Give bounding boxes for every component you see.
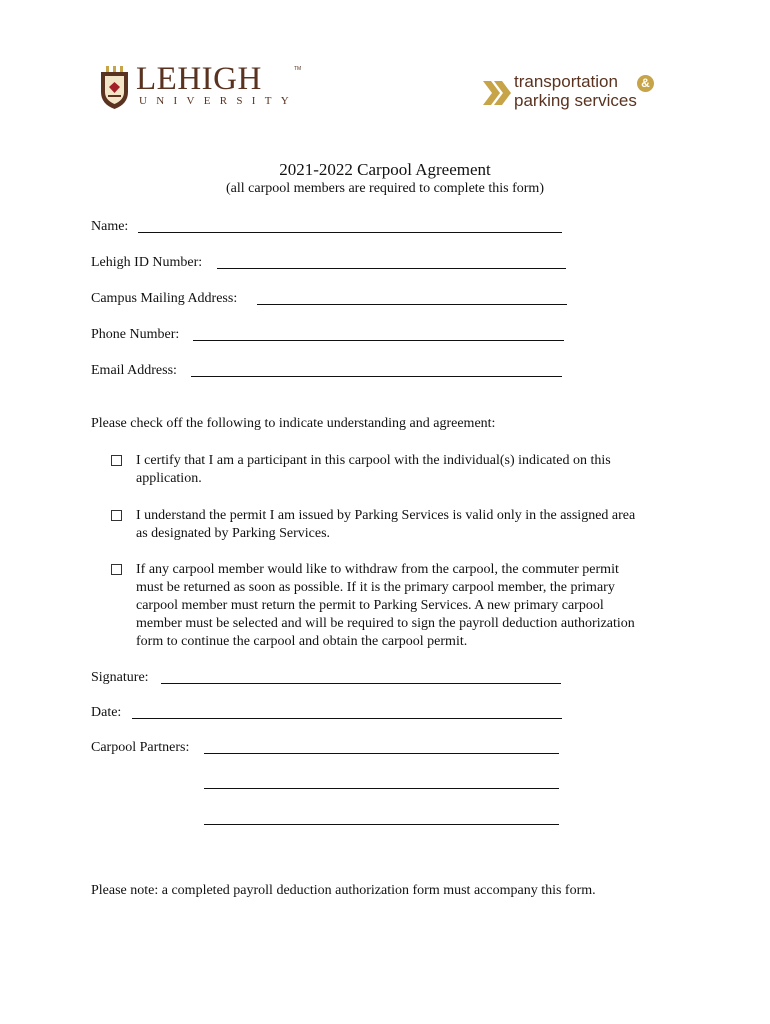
date-input-line[interactable]: [132, 718, 562, 719]
field-label: Email Address:: [91, 363, 177, 378]
text-line: form to continue the carpool and obtain the carpool permit.: [136, 634, 468, 649]
agreement-text: [136, 507, 696, 543]
page-subtitle: (all carpool members are required to complete this form): [226, 181, 544, 196]
dept-name-line1: transportation: [514, 72, 618, 91]
field-label: Name:: [91, 219, 129, 234]
signature-input-line[interactable]: [161, 683, 561, 684]
address-input-line[interactable]: [257, 304, 567, 305]
lehigh-id-input-line[interactable]: [217, 268, 566, 269]
dept-name-line2: parking services: [514, 91, 637, 110]
field-label: Campus Mailing Address:: [91, 291, 238, 306]
name-field[interactable]: [91, 218, 562, 236]
lehigh-shield-icon: [98, 66, 131, 110]
phone-input-line[interactable]: [193, 340, 564, 341]
double-chevron-icon: [482, 78, 512, 108]
text-line: member must be selected and will be required to sign the payroll deduction authorization: [136, 616, 635, 631]
text-line: as designated by Parking Services.: [136, 526, 331, 541]
lehigh-wordmark: LEHIGH: [136, 61, 262, 97]
page-title: 2021-2022 Carpool Agreement: [279, 160, 491, 179]
text-line: must be returned as soon as possible. If it is the primary carpool member, the primary: [136, 580, 615, 595]
university-wordmark: UNIVERSITY: [139, 95, 298, 107]
ampersand-badge: &: [637, 75, 654, 92]
signature-field[interactable]: [91, 669, 561, 687]
field-label: Phone Number:: [91, 327, 180, 342]
agreement-text: [136, 452, 696, 488]
lehigh-university-logo: [98, 61, 303, 114]
field-label: Date:: [91, 705, 122, 720]
field-label: Carpool Partners:: [91, 740, 190, 755]
email-address-field[interactable]: [91, 362, 562, 380]
trademark-mark: TM: [294, 66, 302, 72]
agreement-checkbox[interactable]: [111, 455, 122, 466]
footer-note: Please note: a completed payroll deduction authorization form must accompany this form.: [91, 883, 596, 898]
name-input-line[interactable]: [138, 232, 562, 233]
text-line: carpool member must return the permit to Parking Services. A new primary carpool: [136, 598, 604, 613]
carpool-partners-field[interactable]: [91, 739, 559, 757]
agreement-checkbox[interactable]: [111, 564, 122, 575]
carpool-partner-input-line-1[interactable]: [204, 753, 559, 754]
transportation-parking-logo: [482, 73, 672, 111]
text-line: If any carpool member would like to withdraw from the carpool, the commuter permit: [136, 562, 619, 577]
carpool-partner-input-line-2[interactable]: [204, 788, 559, 789]
field-label: Lehigh ID Number:: [91, 255, 203, 270]
campus-mailing-address-field[interactable]: [91, 290, 567, 308]
agreement-checkbox[interactable]: [111, 510, 122, 521]
text-line: I certify that I am a participant in this carpool with the individual(s) indicated on this: [136, 453, 611, 468]
instructions-text: Please check off the following to indicate understanding and agreement:: [91, 416, 496, 431]
agreement-text: [136, 561, 696, 651]
carpool-partner-input-line-3[interactable]: [204, 824, 559, 825]
email-input-line[interactable]: [191, 376, 562, 377]
text-line: application.: [136, 471, 202, 486]
lehigh-id-field[interactable]: [91, 254, 566, 272]
phone-number-field[interactable]: [91, 326, 564, 344]
text-line: I understand the permit I am issued by Parking Services is valid only in the assigned area: [136, 508, 636, 523]
field-label: Signature:: [91, 670, 149, 685]
date-field[interactable]: [91, 704, 562, 722]
